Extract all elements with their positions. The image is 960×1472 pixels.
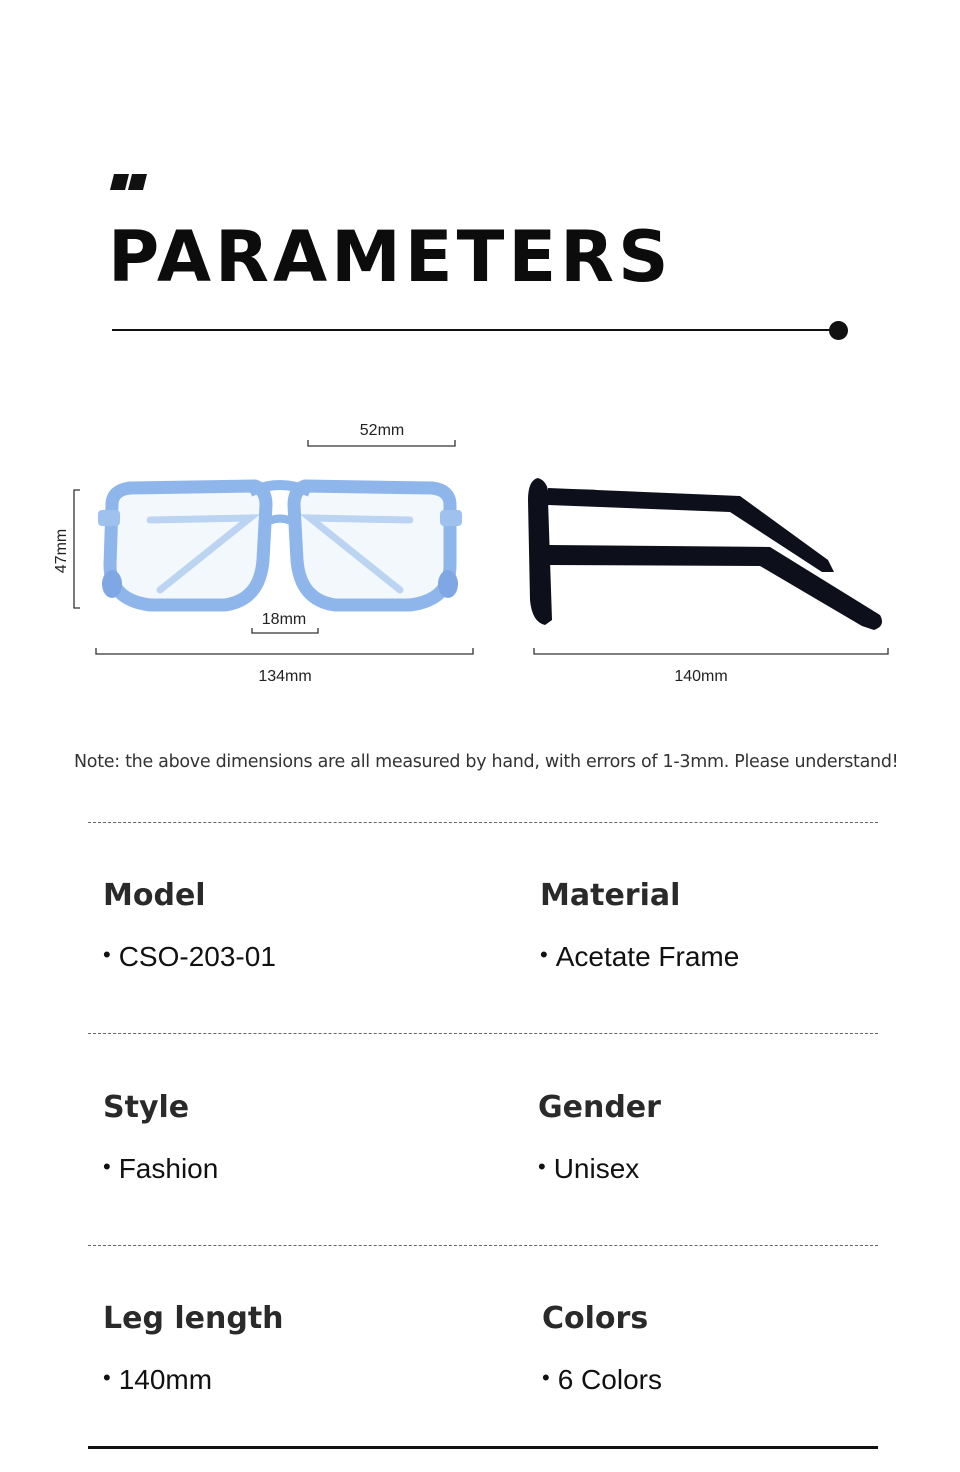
section-divider bbox=[88, 1245, 878, 1246]
page-title: PARAMETERS bbox=[108, 216, 673, 298]
glasses-side-icon bbox=[528, 478, 882, 630]
spec-label: Style bbox=[103, 1090, 190, 1125]
dimension-diagram bbox=[0, 0, 960, 720]
spec-material bbox=[540, 878, 920, 973]
measurement-note: Note: the above dimensions are all measured by hand, with errors of 1-3mm. Please understand! bbox=[74, 752, 899, 772]
spec-value: • 6 Colors bbox=[542, 1364, 662, 1395]
spec-value: • Unisex bbox=[538, 1153, 640, 1184]
temple-length-label: 140mm bbox=[674, 668, 728, 685]
spec-gender bbox=[538, 1090, 918, 1185]
bullet-icon: • bbox=[540, 942, 548, 967]
spec-label: Material bbox=[540, 878, 681, 913]
spec-leg-length bbox=[103, 1301, 483, 1396]
bridge-width-label: 18mm bbox=[261, 611, 307, 628]
spec-value: • CSO-203-01 bbox=[103, 941, 276, 972]
frame-width-label: 134mm bbox=[258, 668, 312, 685]
spec-label: Leg length bbox=[103, 1301, 284, 1336]
bullet-icon: • bbox=[103, 942, 111, 967]
spec-value: • Acetate Frame bbox=[540, 941, 740, 972]
lens-width-label: 52mm bbox=[359, 422, 405, 439]
spec-value: • Fashion bbox=[103, 1153, 219, 1184]
section-divider bbox=[88, 822, 878, 823]
bullet-icon: • bbox=[538, 1154, 546, 1179]
spec-model bbox=[103, 878, 483, 973]
bullet-icon: • bbox=[542, 1365, 550, 1390]
lens-height-label: 47mm bbox=[53, 528, 70, 574]
bullet-icon: • bbox=[103, 1365, 111, 1390]
section-divider bbox=[88, 1033, 878, 1034]
bullet-icon: • bbox=[103, 1154, 111, 1179]
spec-label: Gender bbox=[538, 1090, 661, 1125]
spec-value: • 140mm bbox=[103, 1364, 213, 1395]
spec-colors bbox=[542, 1301, 922, 1396]
spec-style bbox=[103, 1090, 483, 1185]
bottom-rule bbox=[88, 1446, 878, 1449]
spec-label: Colors bbox=[542, 1301, 649, 1336]
glasses-front-icon bbox=[98, 485, 462, 605]
spec-label: Model bbox=[103, 878, 206, 913]
